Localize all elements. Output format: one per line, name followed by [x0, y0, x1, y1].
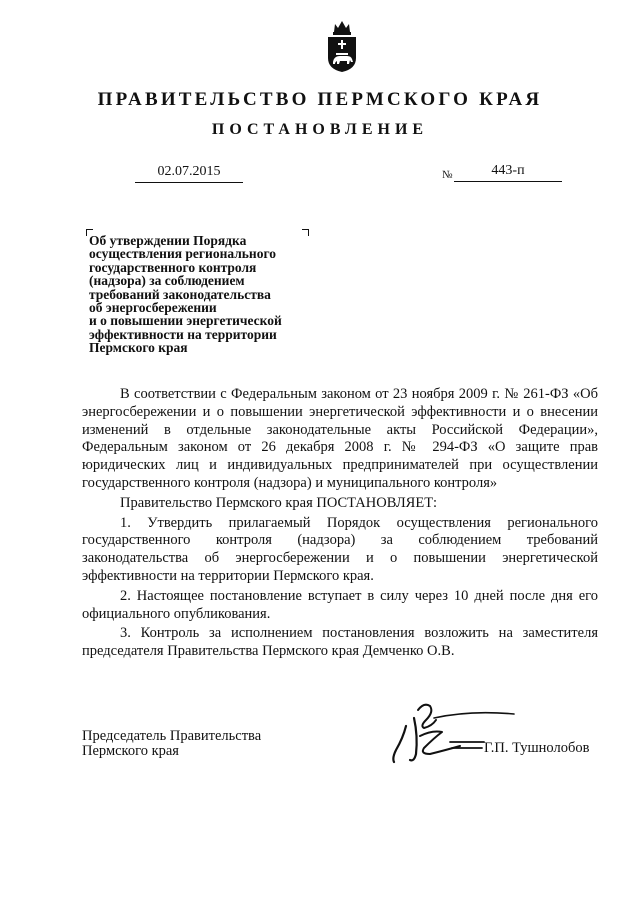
subject-line: эффективности на территории	[89, 326, 277, 342]
signer-title-line: Председатель Правительства	[82, 728, 262, 744]
number-sign: №	[442, 169, 453, 181]
signer-name: Г.П. Тушнолобов	[484, 740, 590, 756]
resolution-item-3: 3. Контроль за исполнением постановления возложить на заместителя председателя Правительства Пермского края Демченко О.В.	[82, 625, 598, 660]
document-number-field	[442, 164, 562, 182]
document-date: 02.07.2015	[135, 164, 243, 183]
handwritten-signature-icon	[390, 696, 520, 768]
subject-line: осуществления регионального	[89, 246, 276, 262]
subject-line: государственного контроля	[89, 259, 257, 275]
subject-line: (надзора) за соблюдением	[89, 273, 245, 289]
subject-line: об энергосбережении	[89, 300, 217, 316]
document-body	[82, 386, 598, 661]
document-type-heading: ПОСТАНОВЛЕНИЕ	[211, 121, 429, 138]
signer-title	[82, 729, 261, 759]
preamble-paragraph: В соответствии с Федеральным законом от 23 ноября 2009 г. № 261-ФЗ «Об энергосбережении и о повышении энергетической эффективности и о внесении изменений в отдельные законодательные акты Российской Федерации», Федеральным законом от 26 декабря 2008 г. № 294-ФЗ «О защите прав юридических лиц и индивидуальных предпринимателей при осуществлении государственного контроля (надзора) и муниципального контроля»	[82, 386, 598, 491]
subject-line: требований законодательства	[89, 286, 271, 302]
resolution-statement: Правительство Пермского края ПОСТАНОВЛЯЕТ:	[120, 494, 438, 511]
resolution-item-2: 2. Настоящее постановление вступает в силу через 10 дней после дня его официального опубликования.	[82, 587, 598, 622]
coat-of-arms-icon	[325, 18, 359, 74]
government-title: ПРАВИТЕЛЬСТВО ПЕРМСКОГО КРАЯ	[97, 89, 543, 110]
subject-line: Об утверждении Порядка	[89, 233, 247, 248]
subject-line: Пермского края	[89, 340, 188, 356]
document-number: 443-п	[454, 163, 562, 182]
subject-line: и о повышении энергетической	[89, 313, 282, 329]
resolution-item-1: 1. Утвердить прилагаемый Порядок осуществления регионального государственного контроля (надзора) за соблюдением требований законодательства об энергосбережении и о повышении энергетической эффективности на территории Пермского края.	[82, 514, 598, 584]
document-subject	[89, 234, 329, 355]
signer-title-line: Пермского края	[82, 743, 179, 759]
